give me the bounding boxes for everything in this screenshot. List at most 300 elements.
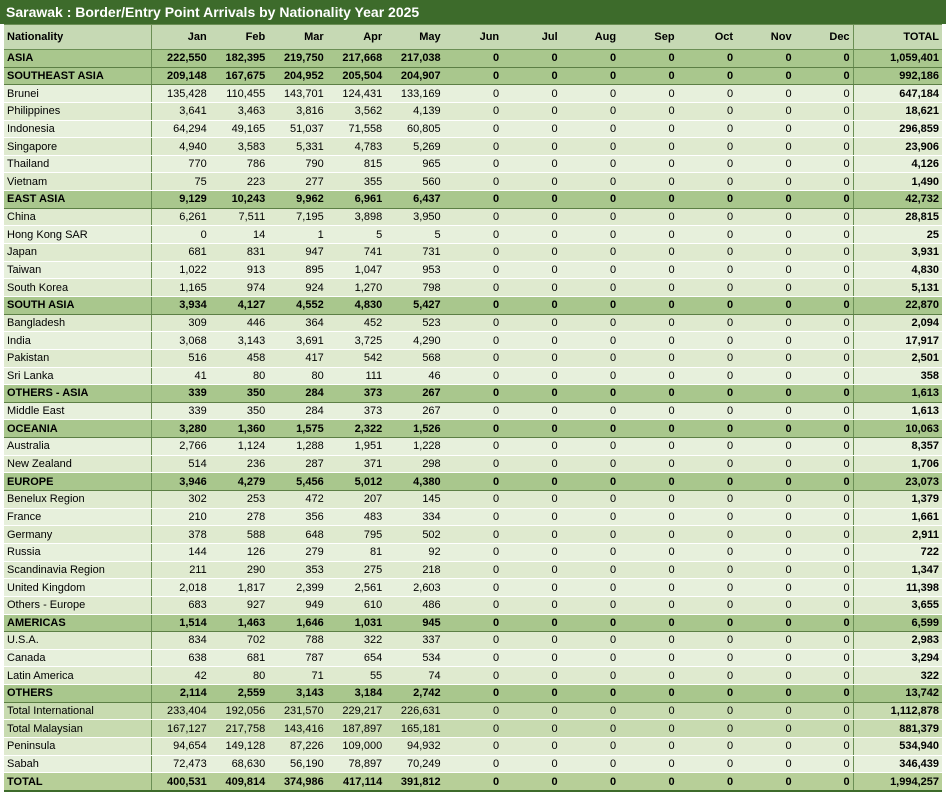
- month-value-cell: 290: [210, 561, 268, 579]
- month-value-cell: 165,181: [385, 720, 443, 738]
- month-value-cell: 3,184: [327, 685, 385, 703]
- month-value-cell: 0: [736, 279, 794, 297]
- month-value-cell: 560: [385, 173, 443, 191]
- month-value-cell: 0: [561, 508, 619, 526]
- month-value-cell: 0: [678, 420, 736, 438]
- nationality-cell: OTHERS - ASIA: [4, 385, 151, 403]
- month-value-cell: 0: [795, 614, 853, 632]
- region-row: [4, 420, 942, 438]
- month-value-cell: 0: [444, 614, 502, 632]
- month-value-cell: 0: [561, 667, 619, 685]
- table-row: [4, 102, 942, 120]
- month-value-cell: 0: [502, 755, 560, 773]
- month-value-cell: 0: [795, 138, 853, 156]
- month-value-cell: 2,018: [151, 579, 209, 597]
- month-value-cell: 287: [268, 455, 326, 473]
- month-value-cell: 0: [678, 402, 736, 420]
- month-value-cell: 0: [444, 67, 502, 85]
- month-value-cell: 0: [678, 208, 736, 226]
- table-row: [4, 155, 942, 173]
- total-cell: 296,859: [853, 120, 942, 138]
- total-cell: 1,994,257: [853, 773, 942, 791]
- month-value-cell: 0: [619, 367, 677, 385]
- month-value-cell: 145: [385, 491, 443, 509]
- month-value-cell: 0: [736, 314, 794, 332]
- table-row: [4, 279, 942, 297]
- month-value-cell: 126: [210, 543, 268, 561]
- month-value-cell: 0: [444, 208, 502, 226]
- month-value-cell: 0: [619, 491, 677, 509]
- month-value-cell: 0: [736, 438, 794, 456]
- nationality-cell: Canada: [4, 649, 151, 667]
- month-value-cell: 0: [619, 120, 677, 138]
- month-value-cell: 798: [385, 279, 443, 297]
- table-row: [4, 314, 942, 332]
- table-row: [4, 596, 942, 614]
- month-value-cell: 9,962: [268, 191, 326, 209]
- month-value-cell: 0: [736, 508, 794, 526]
- month-value-cell: 654: [327, 649, 385, 667]
- table-row: [4, 349, 942, 367]
- month-value-cell: 3,816: [268, 102, 326, 120]
- month-value-cell: 0: [502, 773, 560, 791]
- month-value-cell: 298: [385, 455, 443, 473]
- month-value-cell: 831: [210, 244, 268, 262]
- table-row: [4, 244, 942, 262]
- total-cell: 22,870: [853, 296, 942, 314]
- month-value-cell: 945: [385, 614, 443, 632]
- month-value-cell: 46: [385, 367, 443, 385]
- month-value-cell: 0: [795, 596, 853, 614]
- month-value-cell: 0: [795, 455, 853, 473]
- month-value-cell: 0: [502, 579, 560, 597]
- month-value-cell: 135,428: [151, 85, 209, 103]
- month-value-cell: 219,750: [268, 50, 326, 68]
- month-value-cell: 0: [678, 508, 736, 526]
- month-value-cell: 0: [795, 208, 853, 226]
- month-value-cell: 0: [444, 244, 502, 262]
- month-value-cell: 0: [795, 755, 853, 773]
- month-value-cell: 56,190: [268, 755, 326, 773]
- region-row: [4, 614, 942, 632]
- month-value-cell: 1,575: [268, 420, 326, 438]
- month-value-cell: 302: [151, 491, 209, 509]
- month-value-cell: 0: [444, 173, 502, 191]
- month-value-cell: 0: [619, 773, 677, 791]
- month-value-cell: 0: [795, 244, 853, 262]
- month-value-cell: 0: [561, 773, 619, 791]
- month-value-cell: 284: [268, 385, 326, 403]
- month-value-cell: 0: [561, 420, 619, 438]
- month-value-cell: 226,631: [385, 702, 443, 720]
- month-value-cell: 458: [210, 349, 268, 367]
- table-row: [4, 226, 942, 244]
- month-value-cell: 0: [561, 473, 619, 491]
- nationality-cell: TOTAL: [4, 773, 151, 791]
- month-value-cell: 167,127: [151, 720, 209, 738]
- month-value-cell: 0: [561, 526, 619, 544]
- nationality-cell: OCEANIA: [4, 420, 151, 438]
- total-cell: 1,059,401: [853, 50, 942, 68]
- month-value-cell: 5,427: [385, 296, 443, 314]
- month-value-cell: 7,511: [210, 208, 268, 226]
- month-value-cell: 0: [678, 455, 736, 473]
- header-nationality: Nationality: [4, 25, 151, 50]
- month-value-cell: 0: [561, 226, 619, 244]
- month-value-cell: 355: [327, 173, 385, 191]
- month-value-cell: 0: [795, 385, 853, 403]
- month-value-cell: 211: [151, 561, 209, 579]
- month-value-cell: 4,279: [210, 473, 268, 491]
- total-cell: 3,655: [853, 596, 942, 614]
- month-value-cell: 0: [678, 50, 736, 68]
- month-value-cell: 14: [210, 226, 268, 244]
- month-value-cell: 0: [619, 244, 677, 262]
- month-value-cell: 949: [268, 596, 326, 614]
- month-value-cell: 0: [502, 120, 560, 138]
- arrivals-table: [4, 24, 942, 792]
- month-value-cell: 638: [151, 649, 209, 667]
- month-value-cell: 236: [210, 455, 268, 473]
- summary-row: [4, 720, 942, 738]
- month-value-cell: 790: [268, 155, 326, 173]
- month-value-cell: 409,814: [210, 773, 268, 791]
- month-value-cell: 144: [151, 543, 209, 561]
- month-value-cell: 0: [678, 526, 736, 544]
- header-feb: Feb: [210, 25, 268, 50]
- total-cell: 5,131: [853, 279, 942, 297]
- month-value-cell: 588: [210, 526, 268, 544]
- month-value-cell: 60,805: [385, 120, 443, 138]
- total-cell: 322: [853, 667, 942, 685]
- month-value-cell: 0: [561, 332, 619, 350]
- month-value-cell: 0: [502, 349, 560, 367]
- month-value-cell: 0: [678, 261, 736, 279]
- table-row: [4, 85, 942, 103]
- nationality-cell: France: [4, 508, 151, 526]
- month-value-cell: 143,416: [268, 720, 326, 738]
- month-value-cell: 7,195: [268, 208, 326, 226]
- month-value-cell: 0: [736, 332, 794, 350]
- month-value-cell: 0: [795, 491, 853, 509]
- month-value-cell: 0: [502, 508, 560, 526]
- month-value-cell: 0: [619, 85, 677, 103]
- month-value-cell: 0: [619, 667, 677, 685]
- month-value-cell: 0: [619, 737, 677, 755]
- nationality-cell: Peninsula: [4, 737, 151, 755]
- month-value-cell: 0: [736, 85, 794, 103]
- month-value-cell: 81: [327, 543, 385, 561]
- month-value-cell: 0: [678, 543, 736, 561]
- month-value-cell: 5,012: [327, 473, 385, 491]
- month-value-cell: 681: [151, 244, 209, 262]
- month-value-cell: 0: [619, 138, 677, 156]
- month-value-cell: 284: [268, 402, 326, 420]
- month-value-cell: 0: [619, 473, 677, 491]
- month-value-cell: 0: [502, 685, 560, 703]
- total-cell: 534,940: [853, 737, 942, 755]
- month-value-cell: 0: [444, 579, 502, 597]
- nationality-cell: Japan: [4, 244, 151, 262]
- total-cell: 4,126: [853, 155, 942, 173]
- month-value-cell: 0: [561, 543, 619, 561]
- month-value-cell: 204,952: [268, 67, 326, 85]
- month-value-cell: 0: [795, 685, 853, 703]
- month-value-cell: 0: [561, 614, 619, 632]
- region-row: [4, 191, 942, 209]
- month-value-cell: 133,169: [385, 85, 443, 103]
- month-value-cell: 0: [502, 455, 560, 473]
- month-value-cell: 339: [151, 385, 209, 403]
- month-value-cell: 0: [619, 649, 677, 667]
- month-value-cell: 3,641: [151, 102, 209, 120]
- month-value-cell: 0: [502, 720, 560, 738]
- month-value-cell: 356: [268, 508, 326, 526]
- nationality-cell: Benelux Region: [4, 491, 151, 509]
- month-value-cell: 0: [678, 579, 736, 597]
- nationality-cell: Sabah: [4, 755, 151, 773]
- month-value-cell: 0: [619, 191, 677, 209]
- month-value-cell: 0: [502, 155, 560, 173]
- month-value-cell: 0: [444, 402, 502, 420]
- month-value-cell: 217,668: [327, 50, 385, 68]
- month-value-cell: 42: [151, 667, 209, 685]
- nationality-cell: Russia: [4, 543, 151, 561]
- month-value-cell: 0: [619, 155, 677, 173]
- table-row: [4, 402, 942, 420]
- month-value-cell: 0: [678, 155, 736, 173]
- month-value-cell: 0: [736, 455, 794, 473]
- month-value-cell: 4,940: [151, 138, 209, 156]
- month-value-cell: 0: [502, 561, 560, 579]
- month-value-cell: 0: [795, 226, 853, 244]
- month-value-cell: 0: [444, 332, 502, 350]
- month-value-cell: 1,526: [385, 420, 443, 438]
- total-cell: 346,439: [853, 755, 942, 773]
- month-value-cell: 0: [444, 685, 502, 703]
- nationality-cell: Taiwan: [4, 261, 151, 279]
- month-value-cell: 0: [678, 138, 736, 156]
- month-value-cell: 0: [502, 596, 560, 614]
- month-value-cell: 92: [385, 543, 443, 561]
- month-value-cell: 373: [327, 402, 385, 420]
- month-value-cell: 0: [444, 455, 502, 473]
- month-value-cell: 0: [619, 720, 677, 738]
- month-value-cell: 0: [444, 491, 502, 509]
- month-value-cell: 350: [210, 402, 268, 420]
- month-value-cell: 350: [210, 385, 268, 403]
- total-cell: 2,501: [853, 349, 942, 367]
- month-value-cell: 223: [210, 173, 268, 191]
- month-value-cell: 51,037: [268, 120, 326, 138]
- month-value-cell: 0: [444, 667, 502, 685]
- month-value-cell: 2,603: [385, 579, 443, 597]
- month-value-cell: 0: [795, 579, 853, 597]
- month-value-cell: 0: [736, 385, 794, 403]
- total-cell: 3,931: [853, 244, 942, 262]
- table-row: [4, 173, 942, 191]
- total-cell: 11,398: [853, 579, 942, 597]
- month-value-cell: 275: [327, 561, 385, 579]
- month-value-cell: 0: [502, 208, 560, 226]
- nationality-cell: Vietnam: [4, 173, 151, 191]
- month-value-cell: 1,646: [268, 614, 326, 632]
- month-value-cell: 452: [327, 314, 385, 332]
- month-value-cell: 0: [795, 737, 853, 755]
- month-value-cell: 0: [619, 455, 677, 473]
- month-value-cell: 0: [678, 596, 736, 614]
- month-value-cell: 143,701: [268, 85, 326, 103]
- month-value-cell: 0: [561, 173, 619, 191]
- month-value-cell: 1,047: [327, 261, 385, 279]
- month-value-cell: 277: [268, 173, 326, 191]
- nationality-cell: Singapore: [4, 138, 151, 156]
- nationality-cell: South Korea: [4, 279, 151, 297]
- month-value-cell: 0: [619, 402, 677, 420]
- nationality-cell: SOUTH ASIA: [4, 296, 151, 314]
- month-value-cell: 0: [561, 579, 619, 597]
- table-row: [4, 491, 942, 509]
- month-value-cell: 681: [210, 649, 268, 667]
- month-value-cell: 913: [210, 261, 268, 279]
- month-value-cell: 0: [502, 473, 560, 491]
- month-value-cell: 0: [678, 279, 736, 297]
- month-value-cell: 4,830: [327, 296, 385, 314]
- month-value-cell: 0: [502, 526, 560, 544]
- month-value-cell: 542: [327, 349, 385, 367]
- month-value-cell: 0: [678, 226, 736, 244]
- month-value-cell: 55: [327, 667, 385, 685]
- total-cell: 1,490: [853, 173, 942, 191]
- header-row: [4, 25, 942, 50]
- month-value-cell: 3,143: [268, 685, 326, 703]
- total-cell: 2,911: [853, 526, 942, 544]
- month-value-cell: 5: [385, 226, 443, 244]
- month-value-cell: 1: [268, 226, 326, 244]
- month-value-cell: 353: [268, 561, 326, 579]
- month-value-cell: 0: [736, 261, 794, 279]
- month-value-cell: 0: [444, 561, 502, 579]
- month-value-cell: 337: [385, 632, 443, 650]
- month-value-cell: 0: [736, 50, 794, 68]
- month-value-cell: 0: [795, 120, 853, 138]
- month-value-cell: 0: [795, 420, 853, 438]
- month-value-cell: 80: [268, 367, 326, 385]
- month-value-cell: 2,742: [385, 685, 443, 703]
- month-value-cell: 0: [619, 173, 677, 191]
- month-value-cell: 534: [385, 649, 443, 667]
- month-value-cell: 334: [385, 508, 443, 526]
- month-value-cell: 0: [736, 367, 794, 385]
- month-value-cell: 0: [444, 526, 502, 544]
- month-value-cell: 0: [444, 296, 502, 314]
- month-value-cell: 0: [795, 349, 853, 367]
- month-value-cell: 41: [151, 367, 209, 385]
- month-value-cell: 0: [502, 491, 560, 509]
- nationality-cell: ASIA: [4, 50, 151, 68]
- month-value-cell: 0: [502, 50, 560, 68]
- total-cell: 1,347: [853, 561, 942, 579]
- month-value-cell: 0: [678, 720, 736, 738]
- month-value-cell: 94,932: [385, 737, 443, 755]
- grand-total-row: [4, 773, 942, 791]
- header-aug: Aug: [561, 25, 619, 50]
- month-value-cell: 0: [444, 349, 502, 367]
- month-value-cell: 0: [795, 702, 853, 720]
- month-value-cell: 568: [385, 349, 443, 367]
- nationality-cell: Germany: [4, 526, 151, 544]
- month-value-cell: 49,165: [210, 120, 268, 138]
- month-value-cell: 2,114: [151, 685, 209, 703]
- month-value-cell: 0: [736, 173, 794, 191]
- month-value-cell: 364: [268, 314, 326, 332]
- month-value-cell: 0: [736, 773, 794, 791]
- month-value-cell: 374,986: [268, 773, 326, 791]
- month-value-cell: 0: [678, 491, 736, 509]
- month-value-cell: 0: [502, 737, 560, 755]
- month-value-cell: 80: [210, 667, 268, 685]
- nationality-cell: Middle East: [4, 402, 151, 420]
- nationality-cell: AMERICAS: [4, 614, 151, 632]
- total-cell: 1,613: [853, 385, 942, 403]
- total-cell: 8,357: [853, 438, 942, 456]
- month-value-cell: 0: [619, 332, 677, 350]
- month-value-cell: 0: [736, 649, 794, 667]
- month-value-cell: 209,148: [151, 67, 209, 85]
- month-value-cell: 0: [561, 367, 619, 385]
- nationality-cell: New Zealand: [4, 455, 151, 473]
- nationality-cell: Thailand: [4, 155, 151, 173]
- month-value-cell: 391,812: [385, 773, 443, 791]
- month-value-cell: 378: [151, 526, 209, 544]
- table-row: [4, 332, 942, 350]
- month-value-cell: 0: [795, 50, 853, 68]
- month-value-cell: 0: [619, 102, 677, 120]
- month-value-cell: 0: [795, 261, 853, 279]
- month-value-cell: 0: [619, 596, 677, 614]
- header-jan: Jan: [151, 25, 209, 50]
- month-value-cell: 0: [502, 420, 560, 438]
- month-value-cell: 924: [268, 279, 326, 297]
- month-value-cell: 0: [736, 737, 794, 755]
- month-value-cell: 788: [268, 632, 326, 650]
- table-row: [4, 120, 942, 138]
- month-value-cell: 5,331: [268, 138, 326, 156]
- total-cell: 17,917: [853, 332, 942, 350]
- month-value-cell: 279: [268, 543, 326, 561]
- month-value-cell: 0: [736, 720, 794, 738]
- month-value-cell: 0: [678, 737, 736, 755]
- month-value-cell: 0: [736, 208, 794, 226]
- month-value-cell: 0: [561, 50, 619, 68]
- month-value-cell: 0: [444, 85, 502, 103]
- month-value-cell: 895: [268, 261, 326, 279]
- month-value-cell: 0: [444, 191, 502, 209]
- month-value-cell: 0: [502, 702, 560, 720]
- month-value-cell: 0: [736, 614, 794, 632]
- month-value-cell: 0: [795, 279, 853, 297]
- nationality-cell: Scandinavia Region: [4, 561, 151, 579]
- month-value-cell: 0: [736, 596, 794, 614]
- month-value-cell: 0: [561, 314, 619, 332]
- month-value-cell: 0: [678, 438, 736, 456]
- nationality-cell: EUROPE: [4, 473, 151, 491]
- table-row: [4, 755, 942, 773]
- nationality-cell: Sri Lanka: [4, 367, 151, 385]
- month-value-cell: 2,766: [151, 438, 209, 456]
- month-value-cell: 0: [795, 632, 853, 650]
- month-value-cell: 0: [678, 773, 736, 791]
